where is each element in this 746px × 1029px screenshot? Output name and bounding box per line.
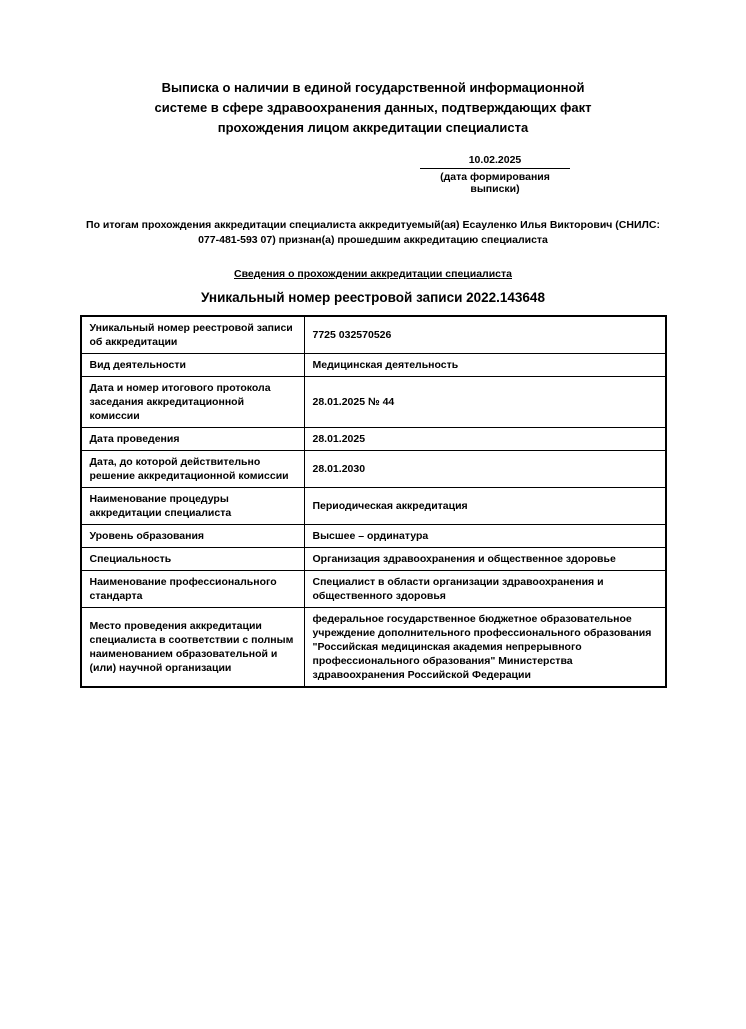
row-label: Уровень образования xyxy=(81,525,305,548)
extract-date-value: 10.02.2025 xyxy=(420,154,570,169)
accreditation-table-body xyxy=(81,316,666,687)
document-title-line: Выписка о наличии в единой государственной информационной xyxy=(161,80,585,95)
row-value: 28.01.2030 xyxy=(304,451,666,488)
extract-date-caption: (дата формирования выписки) xyxy=(440,171,550,195)
intro-paragraph: По итогам прохождения аккредитации специалиста аккредитуемый(ая) Есауленко Илья Викторович (СНИЛС: 077-481-593 07) признан(а) прошедшим аккредитацию специалиста xyxy=(86,219,660,246)
document-title-line: прохождения лицом аккредитации специалиста xyxy=(217,120,529,135)
table-row xyxy=(81,316,666,354)
table-row xyxy=(81,428,666,451)
extract-date-block xyxy=(420,154,570,195)
document-title xyxy=(0,0,746,138)
table-row xyxy=(81,354,666,377)
table-row xyxy=(81,571,666,608)
row-value: 28.01.2025 xyxy=(304,428,666,451)
document-title-line: системе в сфере здравоохранения данных, подтверждающих факт xyxy=(154,100,592,115)
row-value: 28.01.2025 № 44 xyxy=(304,377,666,428)
row-value: Периодическая аккредитация xyxy=(304,488,666,525)
row-label: Специальность xyxy=(81,548,305,571)
row-label: Дата и номер итогового протокола заседания аккредитационной комиссии xyxy=(81,377,305,428)
table-row xyxy=(81,525,666,548)
row-label: Место проведения аккредитации специалиста в соответствии с полным наименованием образовательной и (или) научной организации xyxy=(81,608,305,688)
row-value: Организация здравоохранения и общественное здоровье xyxy=(304,548,666,571)
section-heading: Сведения о прохождении аккредитации специалиста xyxy=(234,268,512,280)
table-row xyxy=(81,548,666,571)
row-label: Дата проведения xyxy=(81,428,305,451)
row-value: Высшее – ординатура xyxy=(304,525,666,548)
row-label: Вид деятельности xyxy=(81,354,305,377)
row-value: федеральное государственное бюджетное образовательное учреждение дополнительного профессионального образования "Российская медицинская академия непрерывного профессионального образования" Министерства здравоохранения Российской Федерации xyxy=(304,608,666,688)
row-label: Наименование процедуры аккредитации специалиста xyxy=(81,488,305,525)
row-label: Дата, до которой действительно решение аккредитационной комиссии xyxy=(81,451,305,488)
row-label: Наименование профессионального стандарта xyxy=(81,571,305,608)
row-value: Медицинская деятельность xyxy=(304,354,666,377)
row-value: 7725 032570526 xyxy=(304,316,666,354)
accreditation-table xyxy=(80,315,667,688)
table-row xyxy=(81,608,666,688)
registry-number-heading: Уникальный номер реестровой записи 2022.143648 xyxy=(201,290,545,305)
table-row xyxy=(81,451,666,488)
table-row xyxy=(81,377,666,428)
row-value: Специалист в области организации здравоохранения и общественного здоровья xyxy=(304,571,666,608)
table-row xyxy=(81,488,666,525)
row-label: Уникальный номер реестровой записи об аккредитации xyxy=(81,316,305,354)
